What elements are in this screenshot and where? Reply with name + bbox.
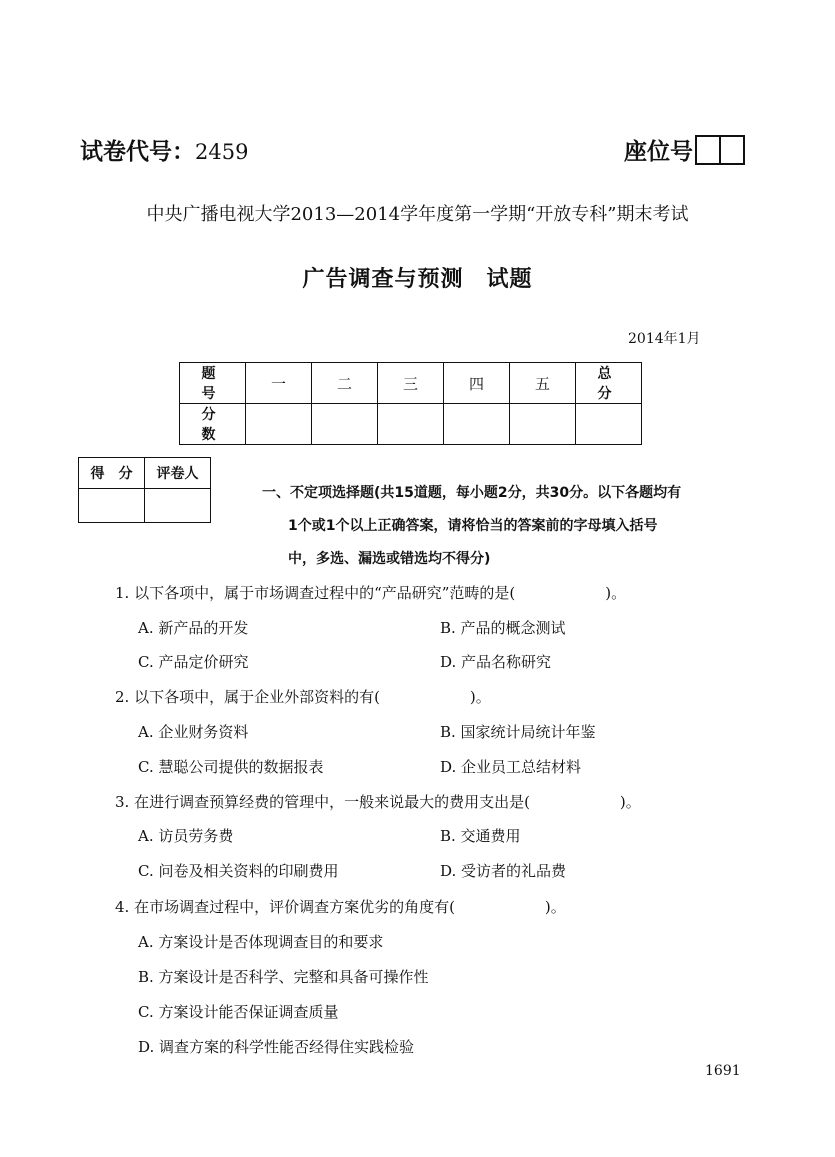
seat-number (624, 133, 745, 166)
question-stem: 3. 在进行调查预算经费的管理中，一般来说最大的费用支出是( )。 (115, 793, 641, 811)
grader-cell (79, 489, 145, 523)
grader-cell: 得 分 (79, 458, 145, 489)
grader-cell: 评卷人 (145, 458, 211, 489)
score-table-header-row (180, 363, 642, 404)
page-number: 1691 (705, 1063, 741, 1079)
section-instructions: 中，多选、漏选或错选均不得分) (288, 551, 491, 567)
score-cell: 题 号 (180, 363, 246, 404)
section-instructions: 1个或1个以上正确答案，请将恰当的答案前的字母填入括号 (288, 518, 658, 534)
score-cell: 三 (378, 363, 444, 404)
score-table (179, 362, 642, 445)
paper-code (80, 133, 248, 166)
seat-box (721, 135, 745, 165)
question-option: C. 慧聪公司提供的数据报表 (138, 758, 324, 776)
score-cell: 二 (312, 363, 378, 404)
question-option: B. 交通费用 (440, 827, 521, 845)
course-title: 广告调查与预测 试题 (302, 267, 533, 292)
exam-date: 2014年1月 (628, 331, 701, 347)
question-stem: 1. 以下各项中，属于市场调查过程中的“产品研究”范畴的是( )。 (115, 584, 627, 602)
paper-code-number: 2459 (195, 140, 249, 164)
score-table-score-row (180, 404, 642, 445)
score-cell (510, 404, 576, 445)
exam-title: 中央广播电视大学2013—2014学年度第一学期“开放专科”期末考试 (146, 204, 689, 225)
question-option: D. 产品名称研究 (440, 653, 552, 671)
grader-table (78, 457, 211, 523)
question-option: C. 产品定价研究 (138, 653, 249, 671)
question-option: A. 访员劳务费 (138, 827, 234, 845)
score-cell: 四 (444, 363, 510, 404)
question-option: B. 产品的概念测试 (440, 619, 566, 637)
paper-code-label: 试卷代号： (80, 139, 195, 165)
seat-number-label: 座位号 (624, 139, 693, 165)
question-option: D. 调查方案的科学性能否经得住实践检验 (138, 1038, 415, 1056)
score-cell: 五 (510, 363, 576, 404)
score-cell (576, 404, 642, 445)
grader-table-blank-row (79, 489, 211, 523)
score-cell: 一 (246, 363, 312, 404)
score-cell (246, 404, 312, 445)
grader-table-header-row (79, 458, 211, 489)
question-option: B. 方案设计是否科学、完整和具备可操作性 (138, 968, 429, 986)
score-cell (378, 404, 444, 445)
section-instructions: 一、不定项选择题(共15道题，每小题2分，共30分。以下各题均有 (262, 485, 682, 501)
question-option: A. 新产品的开发 (138, 619, 249, 637)
score-cell: 总 分 (576, 363, 642, 404)
score-cell (312, 404, 378, 445)
question-option: C. 方案设计能否保证调查质量 (138, 1003, 339, 1021)
seat-box (695, 135, 721, 165)
seat-number-boxes (695, 135, 745, 165)
score-cell (444, 404, 510, 445)
question-stem: 4. 在市场调查过程中，评价调查方案优劣的角度有( )。 (115, 898, 566, 916)
question-option: C. 问卷及相关资料的印刷费用 (138, 862, 339, 880)
score-cell: 分 数 (180, 404, 246, 445)
question-option: B. 国家统计局统计年鉴 (440, 723, 596, 741)
question-option: D. 企业员工总结材料 (440, 758, 582, 776)
question-option: D. 受访者的礼品费 (440, 862, 567, 880)
question-option: A. 方案设计是否体现调查目的和要求 (138, 933, 384, 951)
question-stem: 2. 以下各项中，属于企业外部资料的有( )。 (115, 688, 491, 706)
grader-cell (145, 489, 211, 523)
question-option: A. 企业财务资料 (138, 723, 249, 741)
